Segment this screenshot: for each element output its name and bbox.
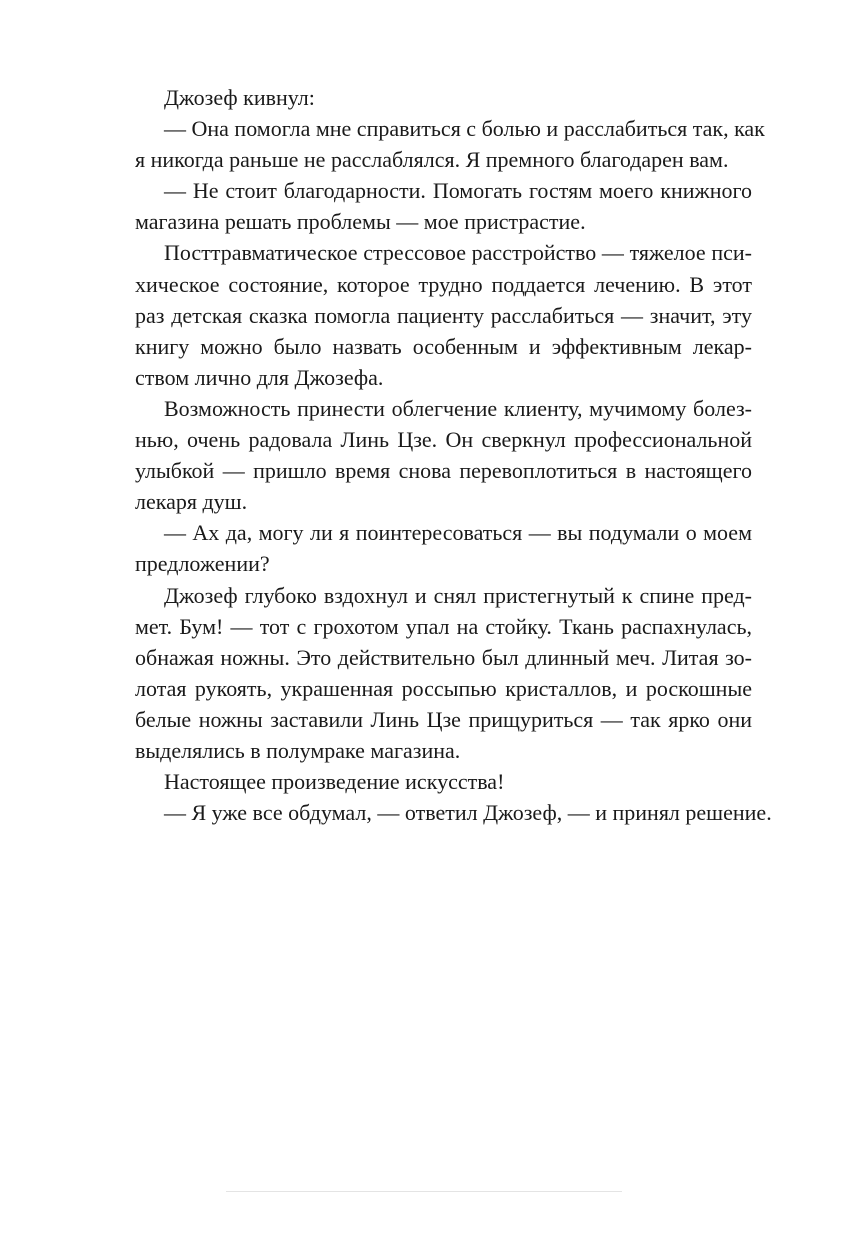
text-line: мет. Бум! — тот с грохотом упал на стойку. Ткань распахнулась,: [135, 613, 752, 639]
text-line: — Не стоит благодарности. Помогать гостям моего книжного: [164, 178, 752, 204]
paragraph-9: [106, 797, 772, 828]
text-line: хическое состояние, которое трудно поддается лечению. В этот: [135, 271, 752, 297]
page-body: [106, 82, 772, 828]
text-line: Настоящее произведение искусства!: [164, 769, 505, 795]
paragraph-5: [106, 393, 752, 517]
paragraph-3: [106, 175, 752, 237]
text-line: Джозеф кивнул:: [164, 85, 315, 110]
text-line: Посттравматическое стрессовое расстройство — тяжелое пси-: [164, 240, 752, 266]
text-line: предложении?: [135, 551, 270, 577]
paragraph-8: [106, 766, 752, 797]
text-line: лотая рукоять, украшенная россыпью кристаллов, и роскошные: [135, 675, 752, 701]
text-line: улыбкой — пришло время снова перевоплотиться в настоящего: [135, 458, 752, 484]
text-line: раз детская сказка помогла пациенту расслабиться — значит, эту: [135, 302, 752, 328]
text-line: — Она помогла мне справиться с болью и расслабиться так, как: [164, 116, 765, 142]
footer-divider: [226, 1191, 622, 1192]
text-line: книгу можно было назвать особенным и эффективным лекар-: [135, 333, 752, 359]
text-line: белые ножны заставили Линь Цзе прищуриться — так ярко они: [135, 706, 752, 732]
text-line: Возможность принести облегчение клиенту, мучимому болез-: [164, 395, 752, 421]
paragraph-1: [106, 82, 752, 113]
paragraph-4: [106, 237, 752, 392]
text-line: обнажая ножны. Это действительно был длинный меч. Литая зо-: [135, 644, 752, 670]
text-line: Джозеф глубоко вздохнул и снял пристегнутый к спине пред-: [164, 582, 752, 608]
text-line: — Ах да, могу ли я поинтересоваться — вы подумали о моем: [164, 520, 752, 546]
text-line: лекаря душ.: [135, 489, 248, 515]
text-line: — Я уже все обдумал, — ответил Джозеф, — и принял решение.: [164, 800, 772, 826]
text-line: нью, очень радовала Линь Цзе. Он сверкнул профессиональной: [135, 427, 752, 453]
paragraph-7: [106, 580, 752, 767]
text-line: ством лично для Джозефа.: [135, 364, 384, 390]
text-line: выделялись в полумраке магазина.: [135, 737, 461, 763]
text-line: я никогда раньше не расслаблялся. Я премного благодарен вам.: [135, 147, 729, 173]
text-line: магазина решать проблемы — мое пристрастие.: [135, 209, 586, 235]
paragraph-2: [106, 113, 765, 175]
paragraph-6: [106, 517, 752, 579]
